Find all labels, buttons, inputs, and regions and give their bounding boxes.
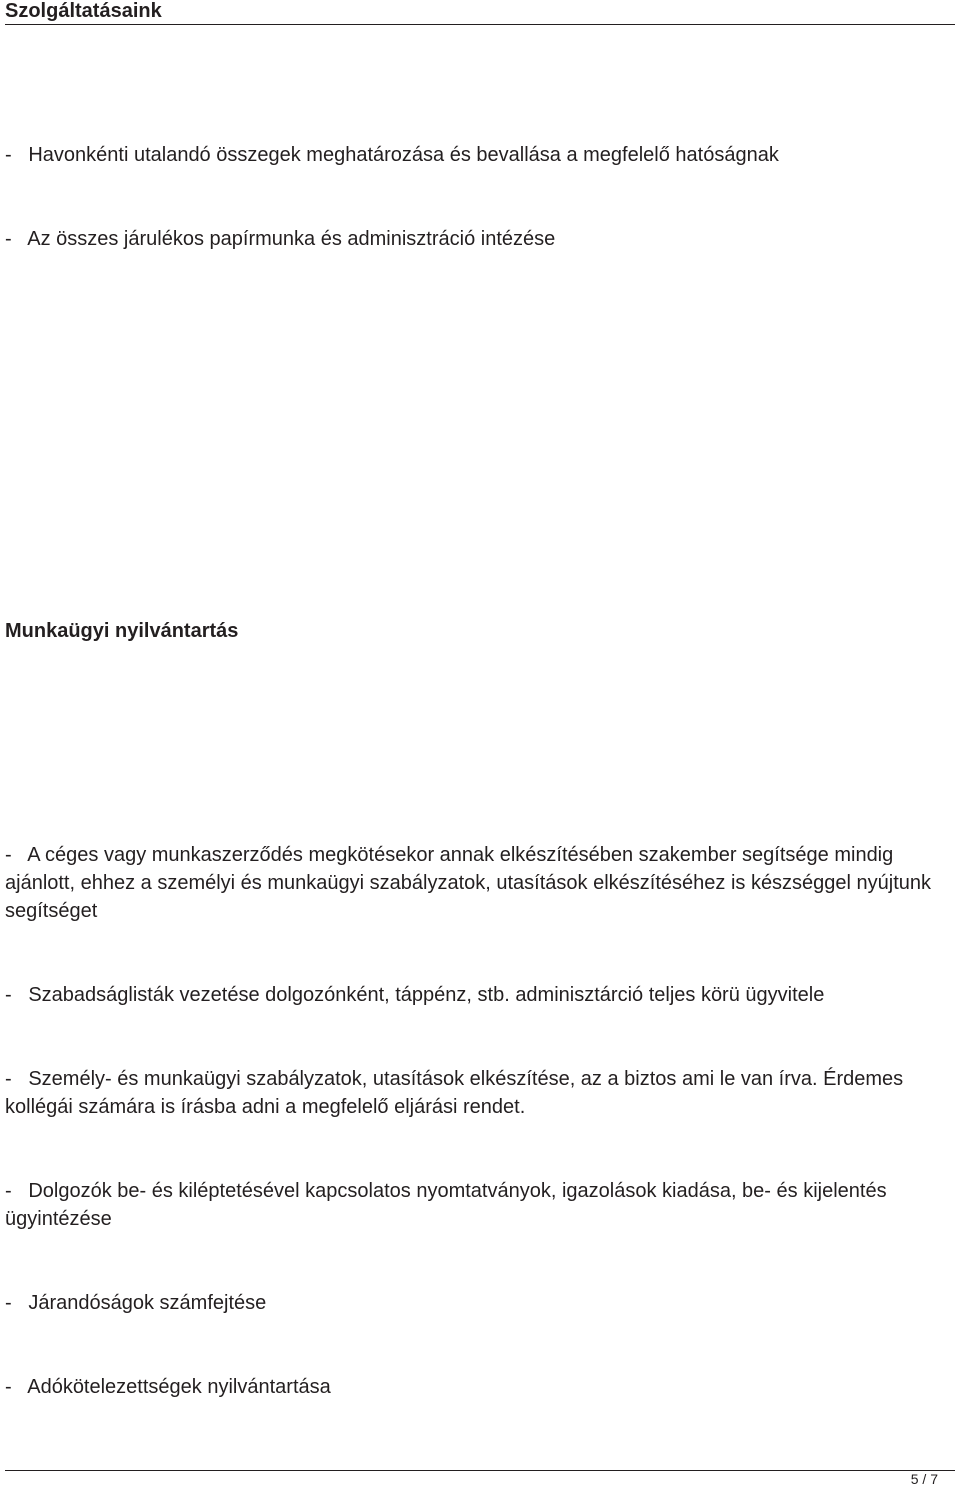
- list-item: - Járandóságok számfejtése: [5, 1292, 267, 1314]
- list-item: - Adókötelezettségek nyilvántartása: [5, 1376, 331, 1398]
- section-heading: Munkaügyi nyilvántartás: [5, 620, 239, 642]
- list-item: - Szabadságlisták vezetése dolgozónként, táppénz, stb. adminisztárció teljes körü ügyvitele: [5, 984, 825, 1006]
- list-item: - Havonkénti utalandó összegek meghatározása és bevallása a megfelelő hatóságnak: [5, 144, 779, 166]
- list-item: - Személy- és munkaügyi szabályzatok, utasítások elkészítése, az a biztos ami le van írva. Érdemes kollégái számára is írásba adni a megfelelő eljárási rendet.: [5, 1068, 909, 1118]
- page-title: Szolgáltatásaink: [5, 0, 162, 22]
- list-item: - A céges vagy munkaszerződés megkötésekor annak elkészítésében szakember segítsége mindig ajánlott, ehhez a személyi és munkaügyi szabályzatok, utasítások elkészítéséhez is készséggel nyújtunk segítséget: [5, 844, 937, 922]
- header-divider: [5, 24, 955, 25]
- page-number: 5 / 7: [910, 1471, 938, 1487]
- list-item: - Az összes járulékos papírmunka és adminisztráció intézése: [5, 228, 556, 250]
- list-item: - Dolgozók be- és kiléptetésével kapcsolatos nyomtatványok, igazolások kiadása, be- és kijelentés ügyintézése: [5, 1180, 893, 1230]
- footer-divider: [5, 1470, 955, 1471]
